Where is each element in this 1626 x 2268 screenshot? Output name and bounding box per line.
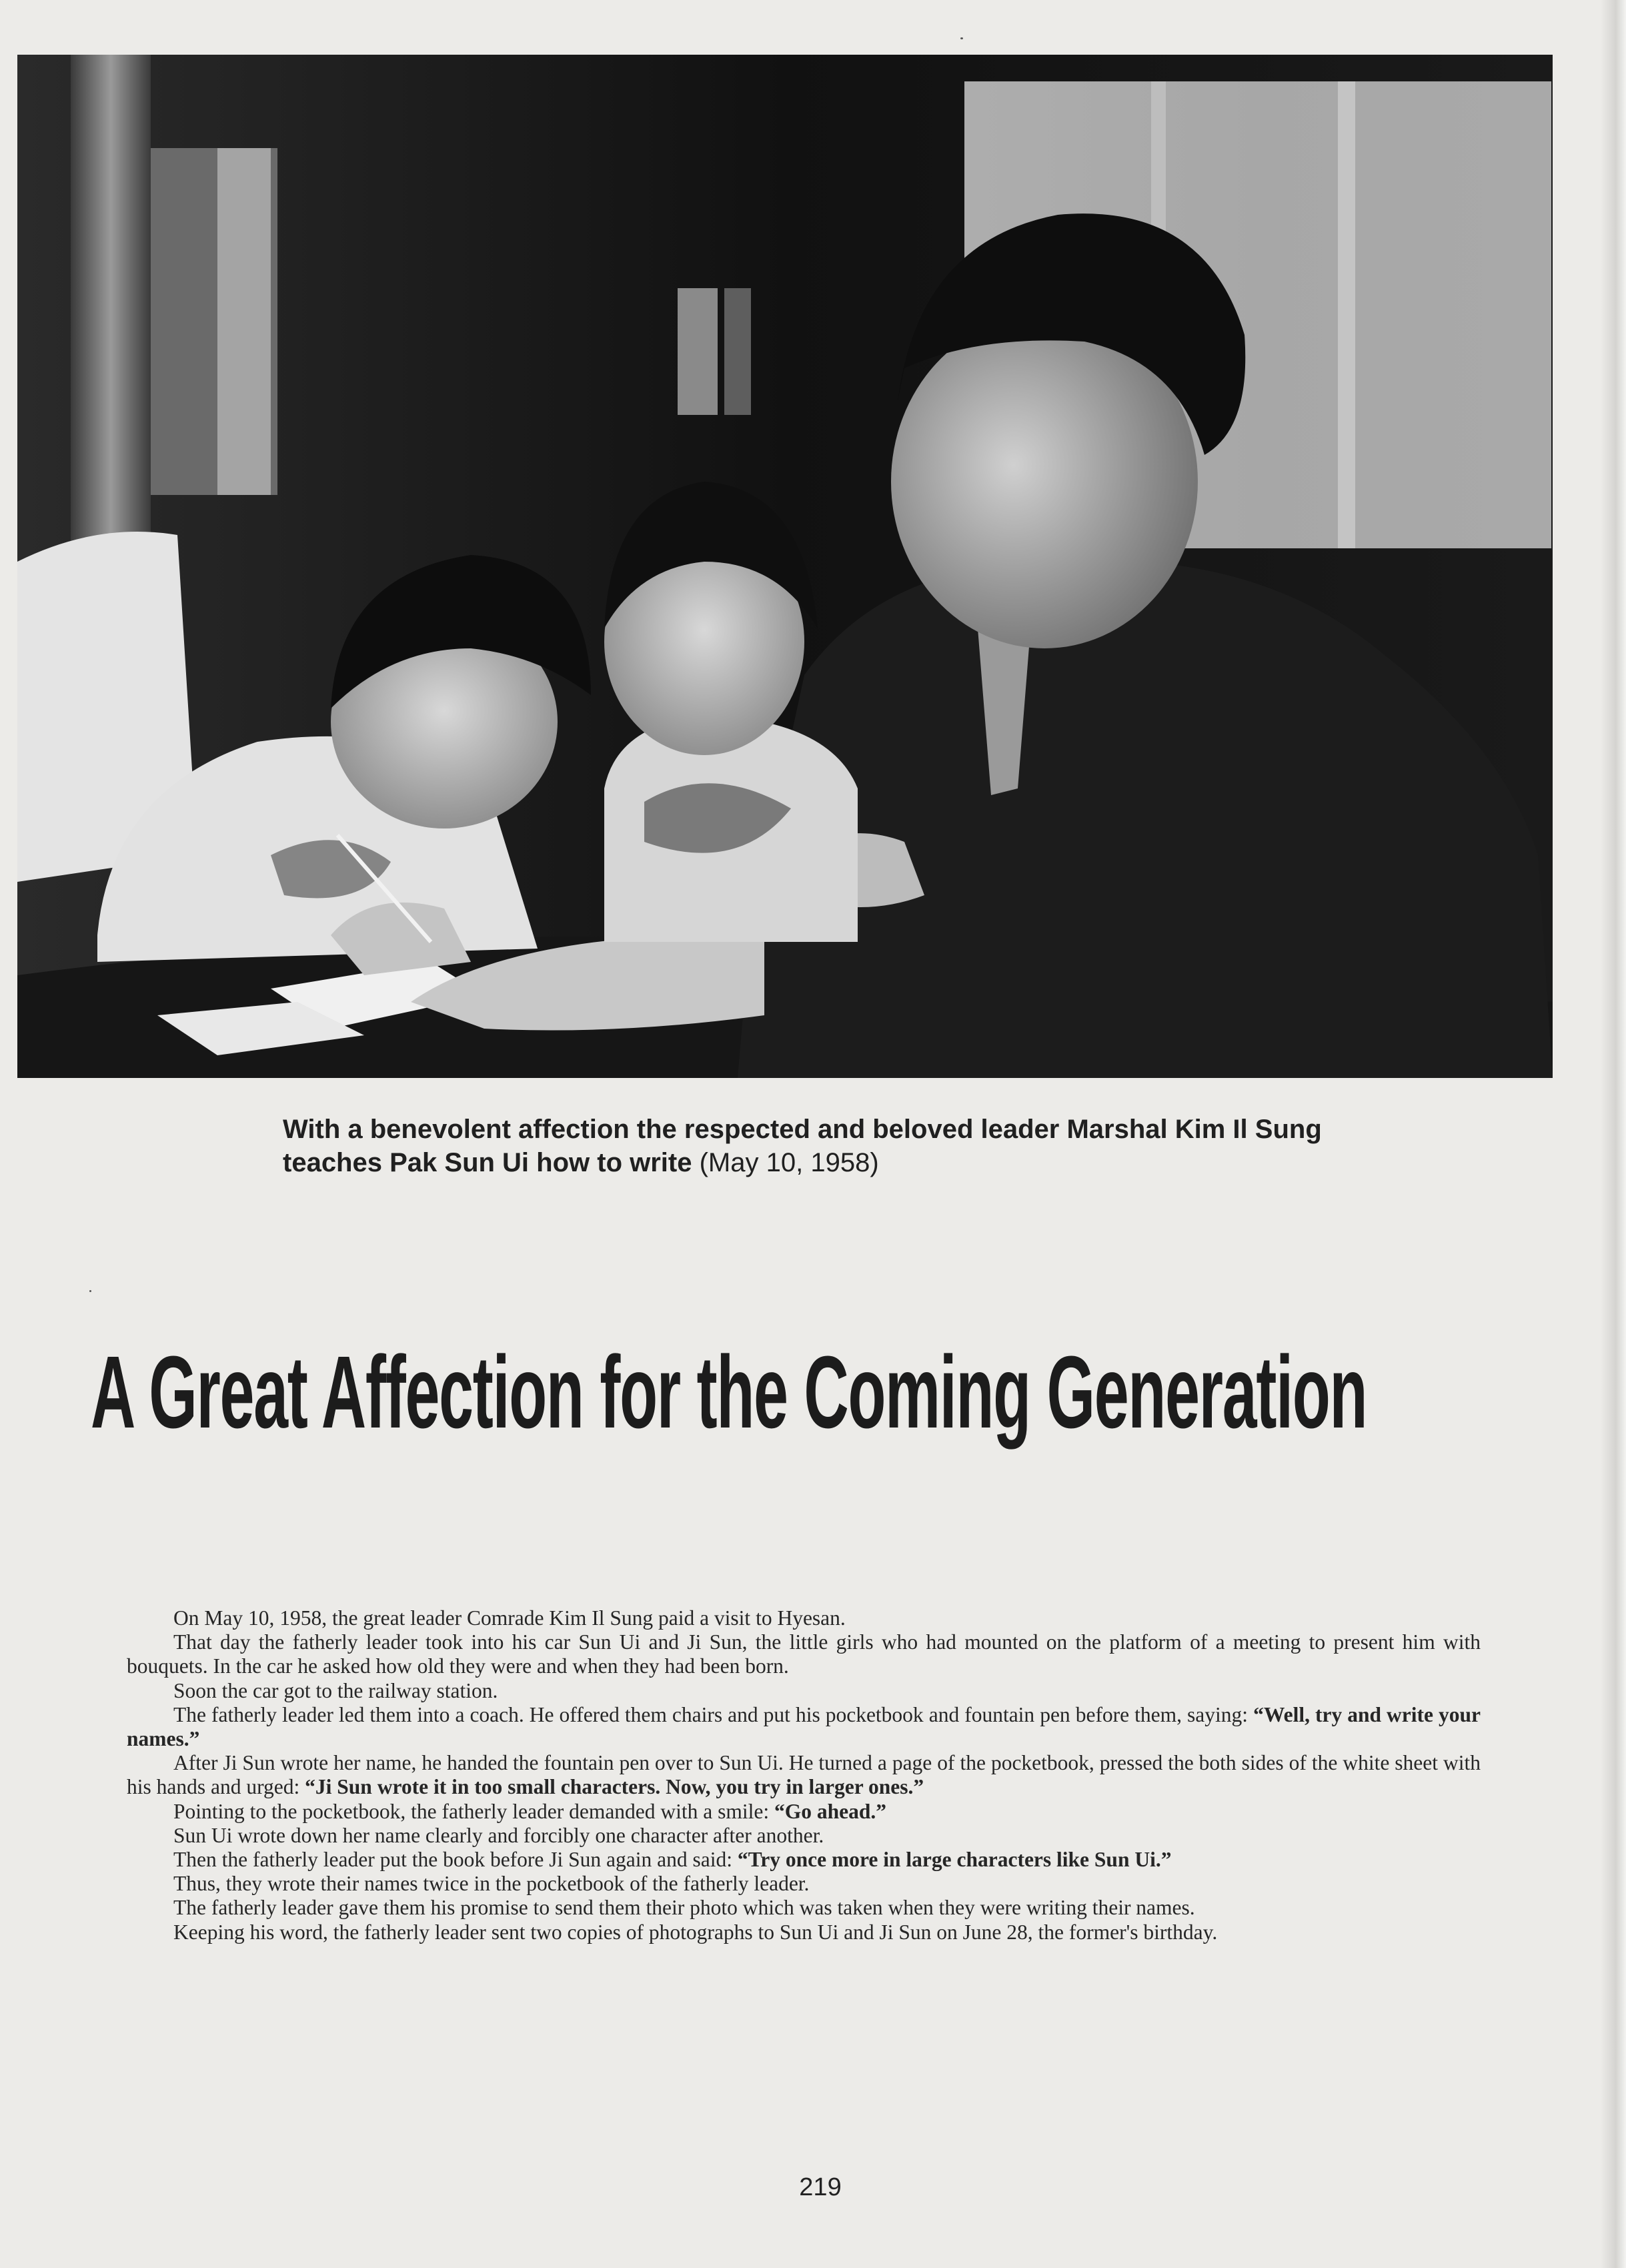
article-paragraph [127,1920,1481,1944]
article-paragraph [127,1751,1481,1799]
article-paragraph [127,1800,1481,1824]
article-paragraph [127,1872,1481,1896]
article-paragraph [127,1606,1481,1630]
article-paragraph [127,1824,1481,1848]
photograph [17,55,1553,1078]
article-paragraph [127,1848,1481,1872]
paragraph-text: Thus, they wrote their names twice in the pocketbook of the fatherly leader. [173,1872,810,1896]
photo-caption [283,1113,1323,1179]
paragraph-text: Soon the car got to the railway station. [173,1678,498,1702]
article-body [127,1606,1481,1944]
photograph-man-teaching-girls-to-write-icon [17,55,1553,1078]
paragraph-text: Then the fatherly leader put the book before Ji Sun again and said: [173,1848,738,1872]
article-paragraph [127,1630,1481,1678]
caption-text: With a benevolent affection the respected and beloved leader Marshal Kim Il Sung teaches Pak Sun Ui how to write [283,1115,1322,1177]
paragraph-text: The fatherly leader led them into a coach. He offered them chairs and put his pocketbook and fountain pen before them, saying: [173,1702,1254,1726]
article-paragraph [127,1896,1481,1920]
article-paragraph [127,1703,1481,1751]
caption-date: (May 10, 1958) [699,1148,879,1177]
page-number: 219 [799,2173,842,2201]
paragraph-text: That day the fatherly leader took into his car Sun Ui and Ji Sun, the little girls who had mounted on the platform of a meeting to present him with bouquets. In the car he asked how old they were and when they had been born. [127,1630,1481,1678]
print-speck [960,37,963,39]
paragraph-text: Keeping his word, the fatherly leader sent two copies of photographs to Sun Ui and Ji Sun on June 28, the former's birthday. [173,1920,1218,1944]
page-edge-shadow [1601,0,1626,2268]
paragraph-text: The fatherly leader gave them his promise to send them their photo which was taken when they were writing their names. [173,1896,1195,1920]
paragraph-text: Sun Ui wrote down her name clearly and forcibly one character after another. [173,1823,824,1847]
paragraph-text: After Ji Sun wrote her name, he handed the fountain pen over to Sun Ui. He turned a page of the pocketbook, pressed the both sides of the white sheet with his hands and urged: [127,1751,1481,1799]
article-headline: A Great Affection for the Coming Generation [91,1335,1367,1450]
paragraph-text: Pointing to the pocketbook, the fatherly leader demanded with a smile: [173,1799,775,1823]
quoted-speech: “Well, try and write your names.” [127,1702,1481,1751]
print-speck [89,1290,91,1292]
paragraph-text: On May 10, 1958, the great leader Comrade Kim Il Sung paid a visit to Hyesan. [173,1606,846,1630]
article-paragraph [127,1679,1481,1703]
quoted-speech: “Go ahead.” [774,1799,887,1823]
quoted-speech: “Ji Sun wrote it in too small characters. Now, you try in larger ones.” [305,1775,924,1799]
quoted-speech: “Try once more in large characters like Sun Ui.” [737,1848,1172,1872]
